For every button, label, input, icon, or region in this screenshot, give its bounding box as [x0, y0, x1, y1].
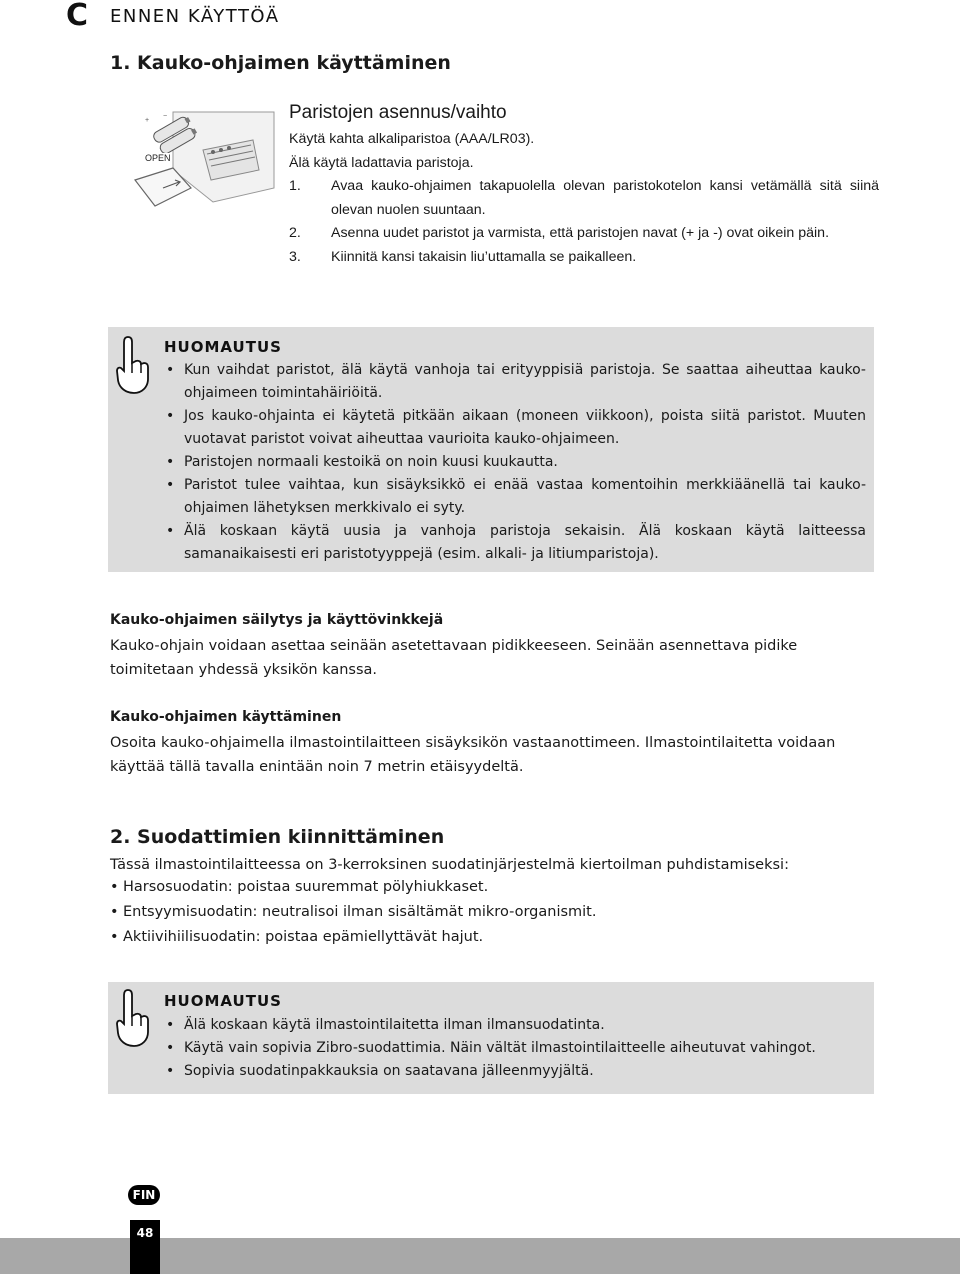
note-title: HUOMAUTUS — [164, 338, 282, 356]
filter-item: • Entsyymisuodatin: neutralisoi ilman sisältämät mikro-organismit. — [110, 900, 890, 925]
note-item: • Älä koskaan käytä uusia ja vanhoja paristoja sekaisin. Älä koskaan käytä laitteessa samanaikaisesti eri paristotyyppejä (esim. alkali- ja litiumparistoja). — [164, 520, 866, 566]
note-item: • Kun vaihdat paristot, älä käytä vanhoja tai erityyppisiä paristoja. Se saattaa aiheuttaa kauko-ohjaimeen toimintahäiriöitä. — [164, 359, 866, 405]
filter-item: • Aktiivihiilisuodatin: poistaa epämiellyttävät hajut. — [110, 925, 890, 950]
note-title: HUOMAUTUS — [164, 992, 282, 1010]
usage-text: Osoita kauko-ohjaimella ilmastointilaitteen sisäyksikön vastaanottimeen. Ilmastointilaitetta voidaan käyttää tällä tavalla enintään noin 7 metrin etäisyydeltä. — [110, 735, 836, 775]
battery-line: Käytä kahta alkaliparistoa (AAA/LR03). — [289, 131, 535, 147]
filter-intro: Tässä ilmastointilaitteessa on 3-kerroksinen suodatinjärjestelmä kiertoilman puhdistamiseksi: — [110, 857, 789, 873]
pointing-hand-icon — [114, 988, 150, 1050]
storage-title: Kauko-ohjaimen säilytys ja käyttövinkkejä — [110, 612, 444, 628]
battery-line: Älä käytä ladattavia paristoja. — [289, 154, 474, 171]
battery-step: 2. Asenna uudet paristot ja varmista, että paristojen navat (+ ja -) ovat oikein päin. — [289, 225, 830, 241]
language-badge: FIN — [128, 1185, 160, 1205]
filter-item: • Harsosuodatin: poistaa suuremmat pölyhiukkaset. — [110, 875, 890, 900]
svg-text:−: − — [163, 113, 168, 120]
note-item: • Käytä vain sopivia Zibro-suodattimia. Näin vältät ilmastointilaitteelle aiheutuvat vahingot. — [164, 1037, 866, 1060]
battery-section-title: Paristojen asennus/vaihto — [289, 102, 507, 123]
note-box-filters — [108, 982, 874, 1094]
note-item: • Paristot tulee vaihtaa, kun sisäyksikkö ei enää vastaa komentoihin merkkiäänellä tai kauko-ohjaimen lähetyksen merkkivalo ei syty. — [164, 474, 866, 520]
chapter-title: ENNEN KÄYTTÖÄ — [110, 6, 280, 27]
remote-battery-illustration — [133, 110, 275, 212]
note-item: • Älä koskaan käytä ilmastointilaitetta ilman ilmansuodatinta. — [164, 1014, 866, 1037]
open-label: OPEN — [145, 153, 171, 163]
note-item: • Paristojen normaali kestoikä on noin kuusi kuukautta. — [164, 451, 866, 474]
section1-title: 1. Kauko-ohjaimen käyttäminen — [110, 52, 451, 74]
usage-title: Kauko-ohjaimen käyttäminen — [110, 709, 342, 725]
note-item: • Jos kauko-ohjainta ei käytetä pitkään aikaan (moneen viikkoon), poista siitä paristot. Muuten vuotavat paristot voivat aiheuttaa vaurioita kauko-ohjaimeen. — [164, 405, 866, 451]
svg-text:+: + — [145, 117, 150, 124]
chapter-letter: C — [66, 0, 89, 33]
note-box-batteries — [108, 327, 874, 572]
page-number: 48 — [130, 1220, 160, 1274]
section2-title: 2. Suodattimien kiinnittäminen — [110, 826, 445, 848]
storage-text: Kauko-ohjain voidaan asettaa seinään asetettavaan pidikkeeseen. Seinään asennettava pidike toimitetaan yhdessä yksikön kanssa. — [110, 638, 798, 678]
note-item: • Sopivia suodatinpakkauksia on saatavana jälleenmyyjältä. — [164, 1060, 866, 1083]
battery-step: 1. Avaa kauko-ohjaimen takapuolella olevan paristokotelon kansi vetämällä sitä siinä olevan nuolen suuntaan. — [289, 178, 879, 218]
pointing-hand-icon — [114, 335, 150, 397]
battery-instructions — [289, 128, 879, 269]
battery-step: 3. Kiinnitä kansi takaisin liu’uttamalla se paikalleen. — [289, 248, 637, 265]
